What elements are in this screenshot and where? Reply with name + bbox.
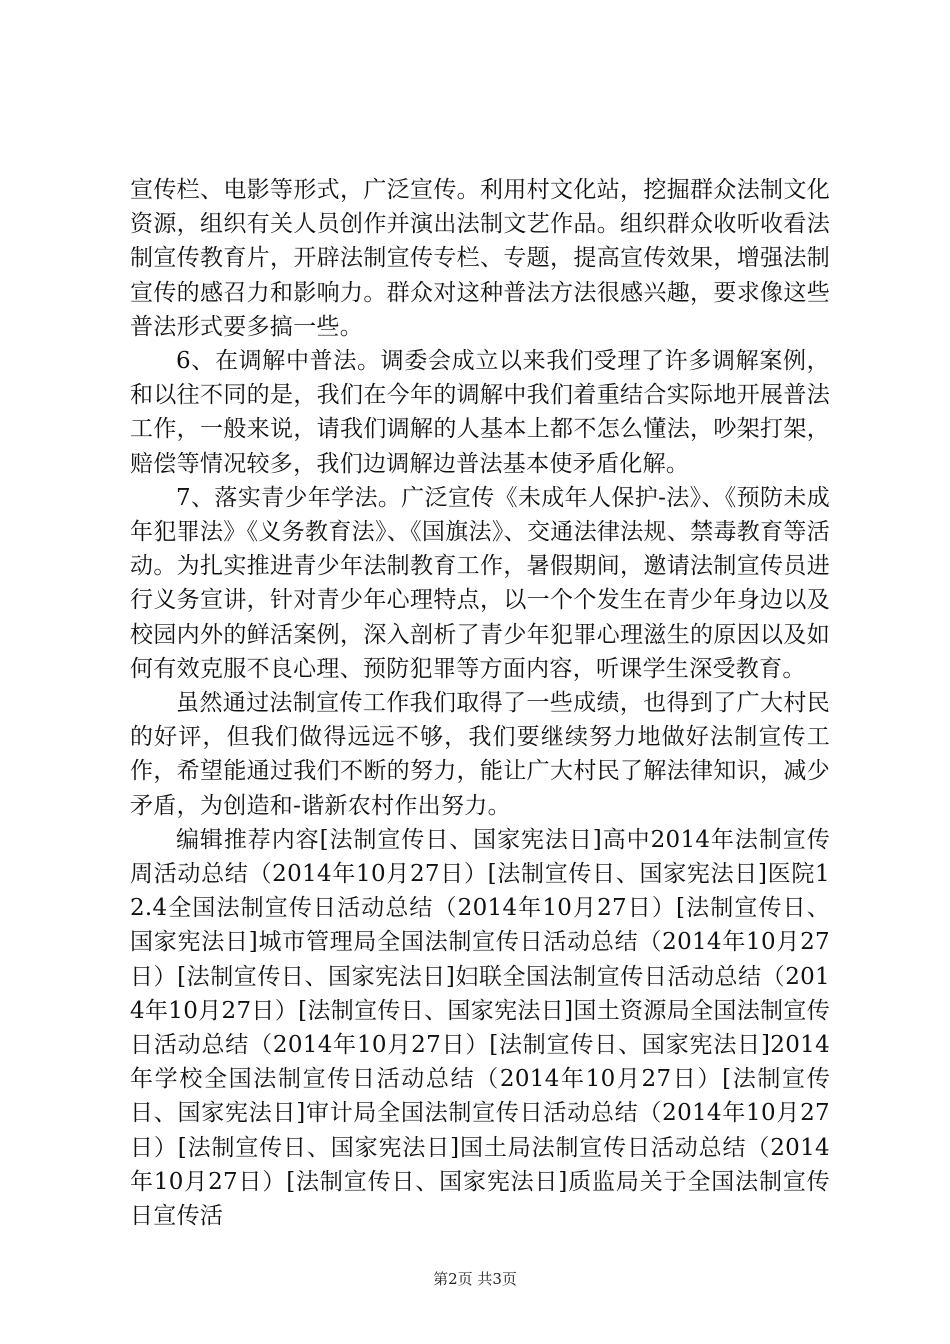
paragraph-publicity-methods: 宣传栏、电影等形式，广泛宣传。利用村文化站，挖掘群众法制文化资源，组织有关人员创作并演出法制文艺作品。组织群众收听收看法制宣传教育片，开辟法制宣传专栏、专题，提高宣传效果，增强法制宣传的感召力和影响力。群众对这种普法方法很感兴趣，要求像这些普法形式要多搞一些。	[130, 177, 830, 340]
paragraph-recommended-content: 编辑推荐内容[法制宣传日、国家宪法日]高中2014年法制宣传周活动总结（2014年10月27日）[法制宣传日、国家宪法日]医院12.4全国法制宣传日活动总结（2014年10月27日）[法制宣传日、国家宪法日]城市管理局全国法制宣传日活动总结（2014年10月27日）[法制宣传日、国家宪法日]妇联全国法制宣传日活动总结（2014年10月27日）[法制宣传日、国家宪法日]国土资源局全国法制宣传日活动总结（2014年10月27日）[法制宣传日、国家宪法日]2014年学校全国法制宣传日活动总结（2014年10月27日）[法制宣传日、国家宪法日]审计局全国法制宣传日活动总结（2014年10月27日）[法制宣传日、国家宪法日]国土局法制宣传日活动总结（2014年10月27日）[法制宣传日、国家宪法日]质监局关于全国法制宣传日宣传活	[130, 826, 830, 1230]
paragraph-youth-law: 7、落实青少年学法。广泛宣传《未成年人保护-法》、《预防未成年犯罪法》《义务教育法》、《国旗法》、交通法律法规、禁毒教育等活动。为扎实推进青少年法制教育工作，暑假期间，邀请法制宣传员进行义务宣讲，针对青少年心理特点，以一个个发生在青少年身边以及校园内外的鲜活案例，深入剖析了青少年犯罪心理滋生的原因以及如何有效克服不良心理、预防犯罪等方面内容，听课学生深受教育。	[130, 484, 830, 682]
paragraph-conclusion: 虽然通过法制宣传工作我们取得了一些成绩，也得到了广大村民的好评，但我们做得远远不够，我们要继续努力地做好法制宣传工作，希望能通过我们不断的努力，能让广大村民了解法律知识，减少矛盾，为创造和-谐新农村作出努力。	[130, 690, 830, 819]
paragraph-mediation: 6、在调解中普法。调委会成立以来我们受理了许多调解案例，和以往不同的是，我们在今年的调解中我们着重结合实际地开展普法工作，一般来说，请我们调解的人基本上都不怎么懂法，吵架打架，赔偿等情况较多，我们边调解边普法基本使矛盾化解。	[130, 348, 830, 477]
document-body	[130, 173, 830, 1233]
page-number-footer: 第2页 共3页	[433, 1270, 517, 1288]
